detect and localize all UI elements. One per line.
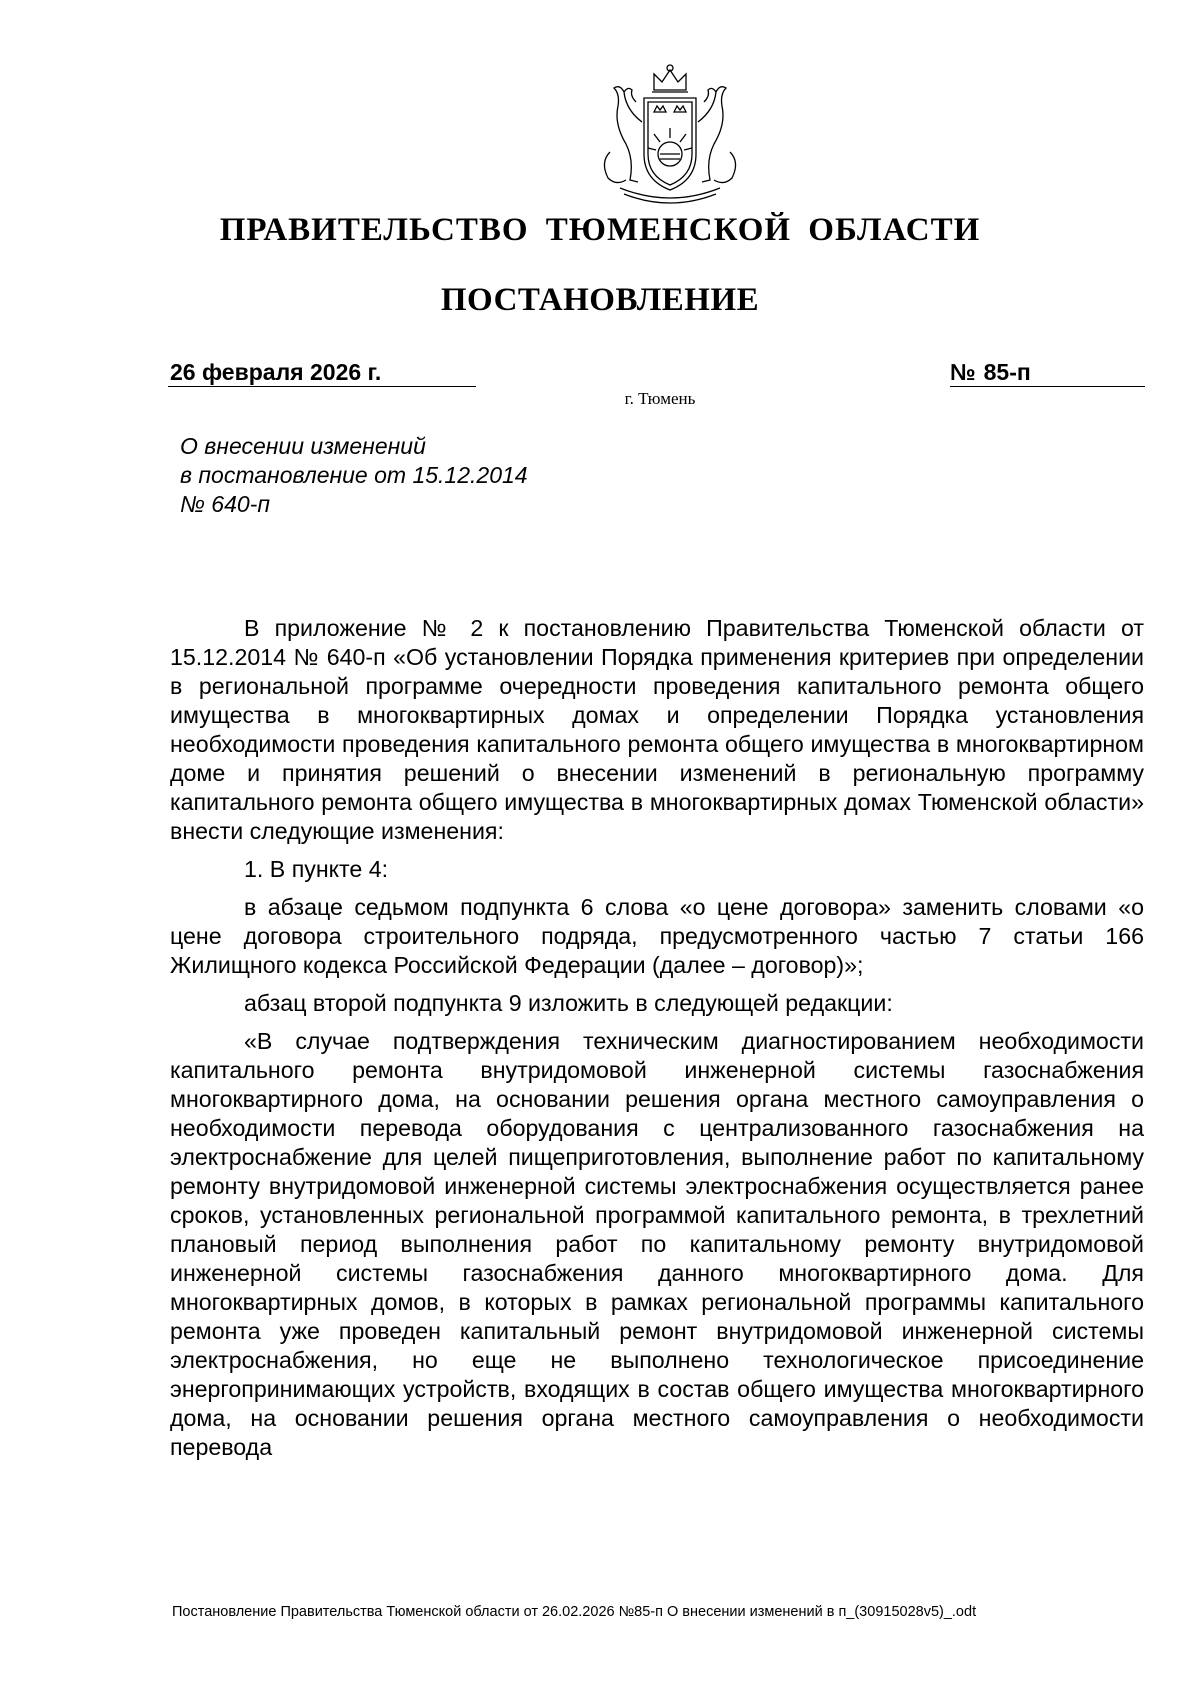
- body-paragraph: 1. В пункте 4:: [244, 856, 389, 882]
- document-date: 26 февраля 2026 г.: [168, 358, 476, 387]
- body-paragraph: абзац второй подпункта 9 изложить в следующей редакции:: [244, 990, 893, 1016]
- document-body: [170, 614, 1144, 1462]
- document-type-heading: ПОСТАНОВЛЕНИЕ: [440, 282, 760, 318]
- government-title: ПРАВИТЕЛЬСТВО ТЮМЕНСКОЙ ОБЛАСТИ: [219, 212, 981, 248]
- document-subject: [180, 432, 528, 519]
- tyumen-region-coat-of-arms-icon: [590, 62, 750, 212]
- body-paragraph: в абзаце седьмом подпункта 6 слова «о цене договора» заменить словами «о цене договора строительного подряда, предусмотренного частью 7 статьи 166 Жилищного кодекса Российской Федерации (далее – договор)»;: [170, 894, 1144, 978]
- subject-line: О внесении изменений: [180, 433, 426, 459]
- document-number: 85-п: [983, 359, 1031, 385]
- body-paragraph: «В случае подтверждения техническим диагностированием необходимости капитального ремонта внутридомовой инженерной системы газоснабжения многоквартирного дома, на основании решения органа местного самоуправления о необходимости перевода оборудования с централизованного газоснабжения на электроснабжение для целей пищеприготовления, выполнение работ по капитальному ремонту внутридомовой инженерной системы электроснабжения осуществляется ранее сроков, установленных региональной программой капитального ремонта, в трехлетний плановый период выполнения работ по капитальному ремонту внутридомовой инженерной системы газоснабжения данного многоквартирного дома. Для многоквартирных домов, в которых в рамках региональной программы капитального ремонта уже проведен капитальный ремонт внутридомовой инженерной системы электроснабжения, но еще не выполнено технологическое присоединение энергопринимающих устройств, входящих в состав общего имущества многоквартирного дома, на основании решения органа местного самоуправления о необходимости перевода: [170, 1028, 1144, 1460]
- document-city: г. Тюмень: [624, 389, 696, 408]
- subject-line: в постановление от 15.12.2014: [180, 462, 528, 488]
- document-footer: Постановление Правительства Тюменской области от 26.02.2026 №85-п О внесении изменений в п_(30915028v5)_.odt: [172, 1604, 977, 1620]
- document-number-field: [950, 358, 1145, 387]
- number-sign: №: [950, 359, 976, 385]
- subject-line: № 640-п: [180, 491, 270, 517]
- body-paragraph: В приложение № 2 к постановлению Правительства Тюменской области от 15.12.2014 № 640-п «Об установлении Порядка применения критериев при определении в региональной программе очередности проведения капитального ремонта общего имущества в многоквартирных домах и определении Порядка установления необходимости проведения капитального ремонта общего имущества в многоквартирном доме и принятия решений о внесении изменений в региональную программу капитального ремонта общего имущества в многоквартирных домах Тюменской области» внести следующие изменения:: [170, 615, 1144, 844]
